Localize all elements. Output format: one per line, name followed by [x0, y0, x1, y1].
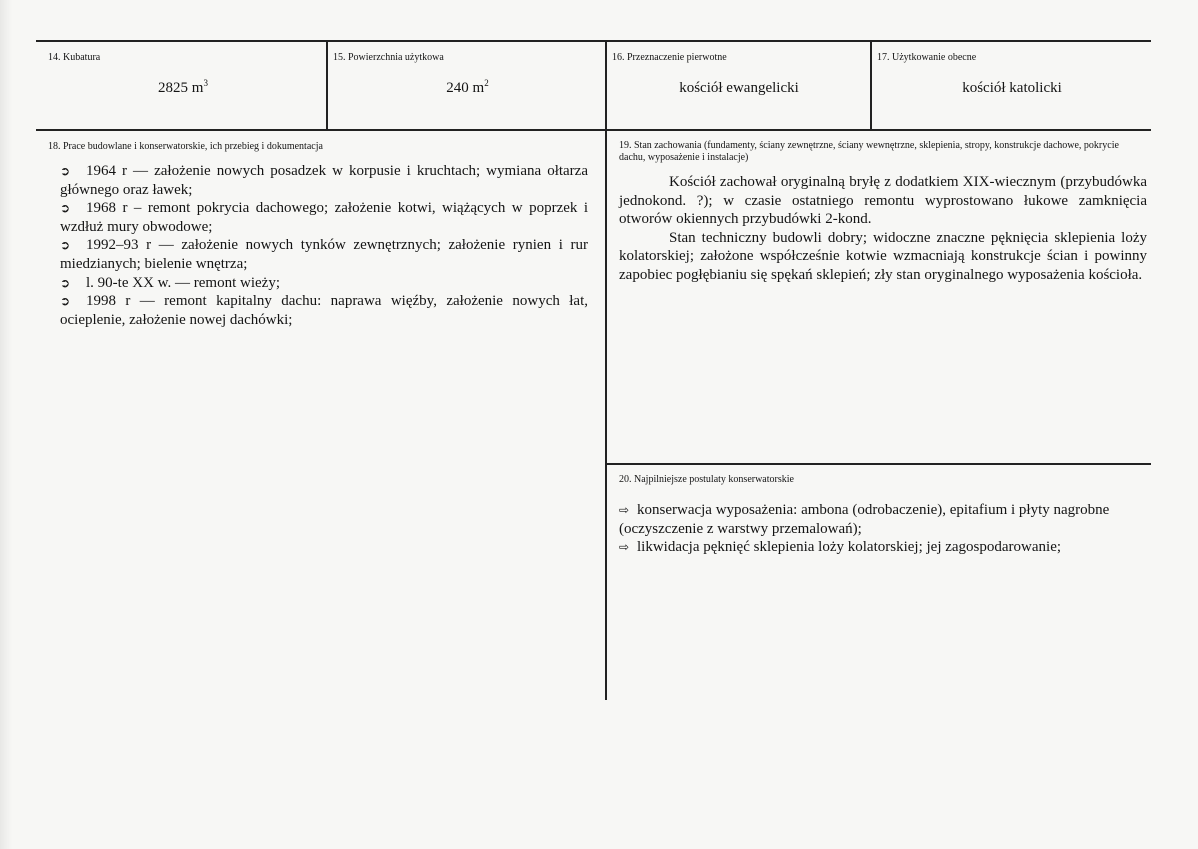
field-19-text [619, 173, 1147, 285]
divider-center [605, 40, 607, 700]
list-item: ➲ 1992–93 r — założenie nowych tynków zewnętrznych; założenie rynien i rur miedzianych; bielenie wnętrza; [60, 237, 588, 272]
paragraph: Stan techniczny budowli dobry; widoczne znaczne pęknięcia sklepienia loży kolatorskiej; założone współcześnie kotwie wzmacniają konstrukcje ścian i powinny zapobiec pogłębianiu się spękań sklepień; zły stan oryginalnego wyposażenia kościoła. [619, 229, 1147, 283]
right-arrow-bold-icon: ➲ [60, 238, 71, 253]
field-14-number: 2825 m [158, 80, 204, 96]
field-15-label: 15. Powierzchnia użytkowa [333, 52, 444, 63]
field-18-label: 18. Prace budowlane i konserwatorskie, ich przebieg i dokumentacja [48, 141, 323, 152]
field-20-label: 20. Najpilniejsze postulaty konserwatorskie [619, 474, 794, 485]
field-15-number: 240 m [446, 80, 485, 96]
list-item: ➲ 1968 r – remont pokrycia dachowego; założenie kotwi, wiążących w poprzek i wzdłuż mury obwodowe; [60, 200, 588, 235]
field-17-label: 17. Użytkowanie obecne [877, 52, 977, 63]
paragraph: Kościół zachował oryginalną bryłę z dodatkiem XIX-wiecznym (przybudówka jednokond. ?); w czasie ostatniego remontu wyprostowano łukowe zamknięcia otworów okiennych przybudówki 2-kond. [619, 174, 1147, 228]
field-16-value: kościół ewangelicki [679, 80, 799, 96]
top-rule [36, 40, 1151, 42]
field-16-label: 16. Przeznaczenie pierwotne [612, 52, 727, 63]
field-14-exponent: 3 [203, 78, 208, 88]
list-item: ➲ l. 90-te XX w. — remont wieży; [60, 274, 280, 291]
mid-rule [36, 129, 1151, 131]
scan-edge-shadow [0, 0, 12, 849]
f20-top-rule [605, 463, 1151, 465]
right-arrow-bold-icon: ➲ [60, 164, 71, 178]
field-17-value: kościół katolicki [962, 80, 1062, 96]
right-arrow-bold-icon: ➲ [60, 201, 71, 216]
field-14-label: 14. Kubatura [48, 52, 101, 63]
field-14-value [40, 80, 326, 97]
right-arrow-outline-icon: ⇨ [619, 503, 630, 517]
right-arrow-outline-icon: ⇨ [619, 540, 630, 555]
list-item: ⇨ konserwacja wyposażenia: ambona (odrobaczenie), epitafium i płyty nagrobne (oczyszczenie z warstwy przemalowań); [619, 502, 1110, 537]
field-19-label: 19. Stan zachowania (fundamenty, ściany zewnętrzne, ściany wewnętrzne, sklepienia, stropy, konstrukcje dachowe, pokrycie dachu, wyposażenie i instalacje) [619, 140, 1119, 163]
field-18-list [60, 162, 588, 329]
divider-16-17 [870, 40, 872, 130]
list-item: ➲ 1964 r — założenie nowych posadzek w korpusie i kruchtach; wymiana ołtarza głównego oraz ławek; [60, 163, 588, 198]
right-arrow-bold-icon: ➲ [60, 275, 71, 290]
right-arrow-bold-icon: ➲ [60, 294, 71, 309]
list-item: ⇨ likwidacja pęknięć sklepienia loży kolatorskiej; jej zagospodarowanie; [619, 539, 1062, 556]
divider-14-15 [326, 40, 328, 130]
list-item: ➲ 1998 r — remont kapitalny dachu: naprawa więźby, założenie nowych łat, ocieplenie, założenie nowej dachówki; [60, 293, 588, 328]
field-15-exponent: 2 [484, 78, 489, 88]
field-15-value [330, 80, 605, 97]
field-20-list [619, 501, 1139, 557]
